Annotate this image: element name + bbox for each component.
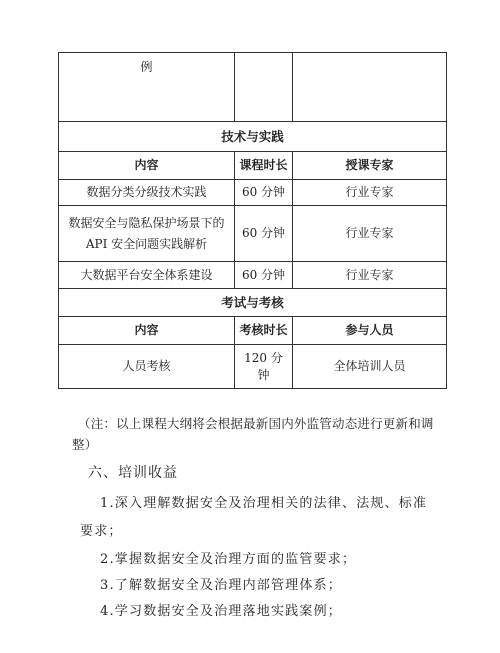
header-expert: 授课专家	[293, 152, 447, 180]
section-heading: 六、培训收益	[88, 465, 178, 481]
note-line: 整）	[72, 437, 98, 452]
table-row	[59, 345, 447, 389]
cell-participants: 全体培训人员	[293, 345, 447, 389]
cell-content: 大数据平台安全体系建设	[59, 262, 235, 289]
cell-expert: 行业专家	[293, 180, 447, 206]
course-syllabus-table	[58, 52, 447, 389]
header-content: 内容	[59, 317, 235, 345]
section-title: 考试与考核	[59, 289, 447, 317]
benefit-item: 3.了解数据安全及治理内部管理体系；	[100, 578, 343, 593]
cell-content: 人员考核	[59, 345, 235, 389]
cell-duration: 60 分钟	[235, 262, 293, 289]
table-row	[59, 262, 447, 289]
cell-content: 数据分类分级技术实践	[59, 180, 235, 206]
header-participants: 参与人员	[293, 317, 447, 345]
section-title-row	[59, 122, 447, 152]
cell-expert: 行业专家	[293, 262, 447, 289]
syllabus-note	[72, 413, 440, 455]
cell-duration: 60 分钟	[235, 206, 293, 262]
table-row	[59, 53, 447, 122]
benefit-item: 1.深入理解数据安全及治理相关的法律、法规、标准	[100, 496, 428, 511]
cell-expert: 行业专家	[293, 206, 447, 262]
header-content: 内容	[59, 152, 235, 180]
note-line: （注：以上课程大纲将会根据最新国内外监管动态进行更新和调	[78, 416, 434, 431]
header-duration: 课程时长	[235, 152, 293, 180]
table-row	[59, 180, 447, 206]
table-cell	[235, 53, 293, 122]
cell-content-line: 数据安全与隐私保护场景下的	[68, 215, 225, 230]
table-row	[59, 206, 447, 262]
table-cell	[293, 53, 447, 122]
benefit-item: 4.学习数据安全及治理落地实践案例；	[100, 604, 343, 619]
table-header-row	[59, 317, 447, 345]
benefit-item: 2.掌握数据安全及治理方面的监管要求；	[100, 552, 357, 567]
cell-duration: 60 分钟	[235, 180, 293, 206]
table-cell: 例	[59, 53, 235, 122]
header-duration: 考核时长	[235, 317, 293, 345]
cell-duration: 120 分钟	[235, 345, 293, 389]
cell-content	[59, 206, 235, 262]
section-title-row	[59, 289, 447, 317]
benefit-item-continuation: 要求；	[80, 524, 123, 539]
table-header-row	[59, 152, 447, 180]
cell-content-line: API 安全问题实践解析	[85, 236, 208, 251]
section-title: 技术与实践	[59, 122, 447, 152]
